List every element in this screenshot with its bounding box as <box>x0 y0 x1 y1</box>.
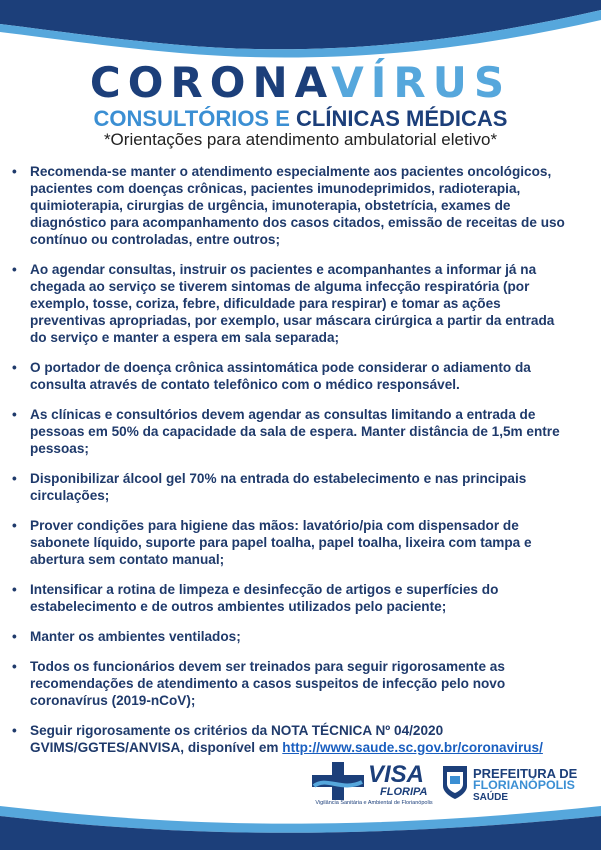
list-item <box>12 261 567 346</box>
list-item-text: Disponibilizar álcool gel 70% na entrada do estabelecimento e nas principais circulações; <box>30 471 527 503</box>
list-item <box>12 658 567 709</box>
page-title <box>0 60 601 106</box>
bullet-icon: • <box>12 629 17 644</box>
list-item-text: Manter os ambientes ventilados; <box>30 629 241 644</box>
list-item <box>12 359 567 393</box>
list-item <box>12 470 567 504</box>
list-item <box>12 581 567 615</box>
bullet-icon: • <box>12 262 17 277</box>
guidelines-list <box>12 163 567 769</box>
bullet-icon: • <box>12 407 17 422</box>
bullet-icon: • <box>12 582 17 597</box>
list-item <box>12 722 567 756</box>
bullet-icon: • <box>12 360 17 375</box>
list-item-text: O portador de doença crônica assintomática pode considerar o adiamento da consulta através de contato telefônico com o médico responsável. <box>30 360 531 392</box>
subtitle-part1: CONSULTÓRIOS E <box>93 106 297 131</box>
bullet-icon: • <box>12 659 17 674</box>
list-item <box>12 406 567 457</box>
list-item-text: Intensificar a rotina de limpeza e desinfecção de artigos e superfícies do estabelecimento e de outros ambientes utilizados pelo paciente; <box>30 582 499 614</box>
prefeitura-line1: PREFEITURA DE <box>473 766 578 781</box>
title-virus: VÍRUS <box>331 58 512 107</box>
bullet-icon: • <box>12 471 17 486</box>
list-item-text: Seguir rigorosamente os critérios da NOTA TÉCNICA Nº 04/2020 GVIMS/GGTES/ANVISA, disponível em <box>30 723 444 755</box>
bottom-wave-decoration <box>0 770 601 850</box>
prefeitura-line2: FLORIANÓPOLIS <box>473 778 575 792</box>
list-item-text: Ao agendar consultas, instruir os pacientes e acompanhantes a informar já na chegada ao serviço se tiverem sintomas de alguma infecção respiratória (por exemplo, tosse, coriza, febre, dificuldade para respirar) e tomar as ações preventivas apropriadas, por exemplo, usar máscara cirúrgica a partir da entrada do serviço e manter a espera em sala separada; <box>30 262 555 345</box>
list-item-text: Recomenda-se manter o atendimento especialmente aos pacientes oncológicos, pacientes com doenças crônicas, pacientes imunodeprimidos, radioterapia, quimioterapia, cirurgias de urgência, imunoterapia, obstetrícia, exames de diagnóstico para acompanhamento dos casos citados, emissão de receitas de uso contínuo ou controladas, entre outros; <box>30 164 565 247</box>
page-subtitle <box>0 107 601 131</box>
saude-sc-link[interactable]: http://www.saude.sc.gov.br/coronavirus/ <box>282 740 543 755</box>
visa-caption: Vigilância Sanitária e Ambiental de Florianópolis <box>315 800 433 806</box>
list-item-text: As clínicas e consultórios devem agendar as consultas limitando a entrada de pessoas em 50% da capacidade da sala de espera. Manter distância de 1,5m entre pessoas; <box>30 407 560 456</box>
bullet-icon: • <box>12 518 17 533</box>
list-item <box>12 517 567 568</box>
title-corona: CORONA <box>89 58 332 107</box>
list-item-text: Todos os funcionários devem ser treinados para seguir rigorosamente as recomendações de atendimento a casos suspeitos de infecção pelo novo coronavírus (2019-nCoV); <box>30 659 506 708</box>
tagline: *Orientações para atendimento ambulatorial eletivo* <box>103 130 498 149</box>
top-wave-decoration <box>0 0 601 60</box>
list-item-text: Prover condições para higiene das mãos: lavatório/pia com dispensador de sabonete líquido, suporte para papel toalha, papel toalha, lixeira com tampa e abertura sem contato manual; <box>30 518 532 567</box>
subtitle-part2: CLÍNICAS MÉDICAS <box>296 106 508 131</box>
visa-name: VISA <box>368 761 425 788</box>
list-item <box>12 628 567 645</box>
visa-subname: FLORIPA <box>380 786 428 798</box>
bullet-icon: • <box>12 164 17 179</box>
prefeitura-line3: SAÚDE <box>473 792 509 803</box>
bullet-icon: • <box>12 723 17 738</box>
list-item <box>12 163 567 248</box>
